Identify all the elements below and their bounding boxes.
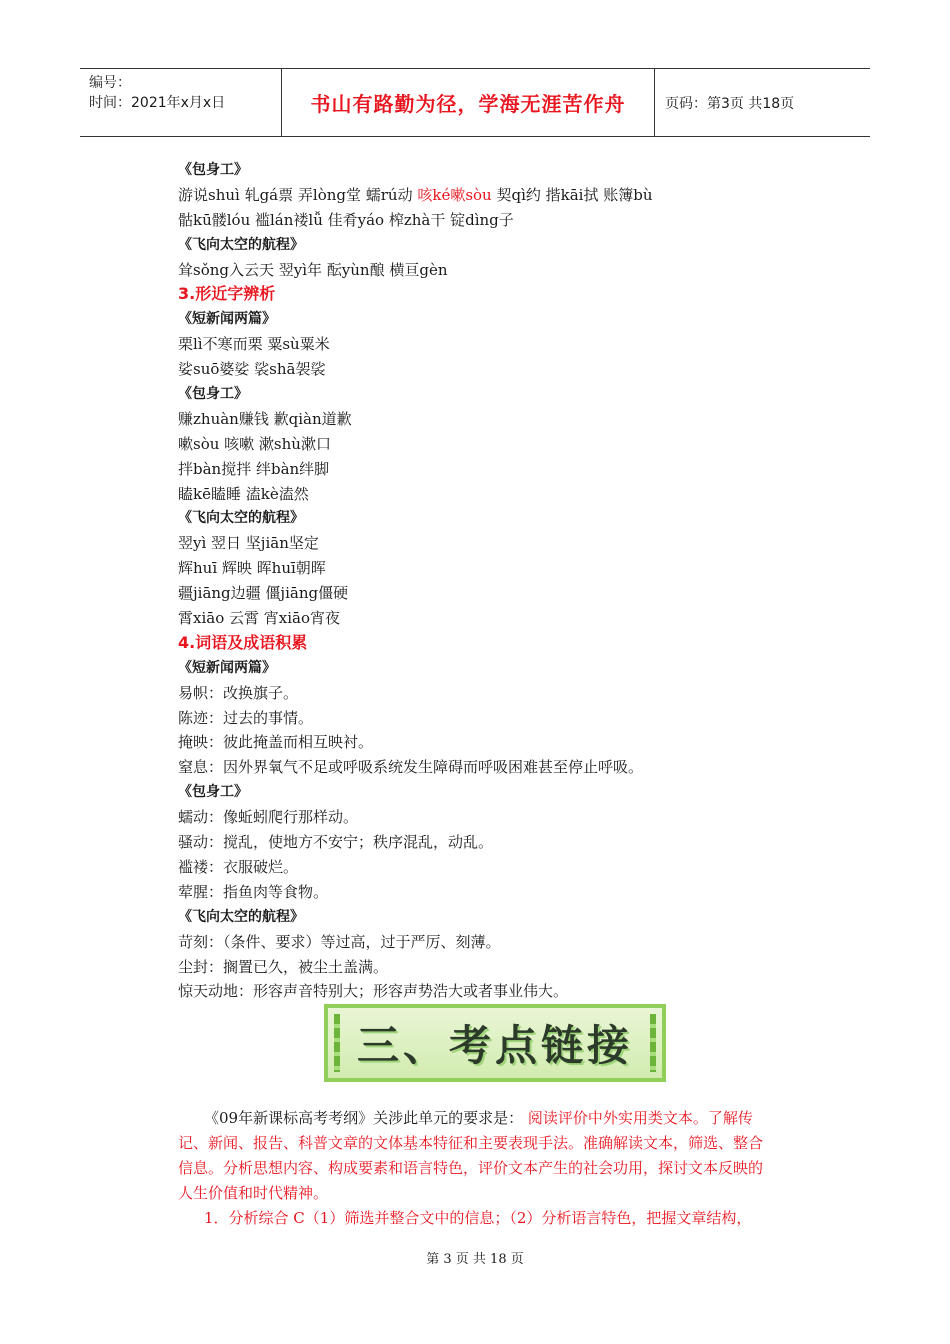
article-title: 《短新闻两篇》	[178, 659, 276, 676]
text-line: 尘封：搁置已久，被尘土盖满。	[178, 957, 389, 976]
text-line: 霄xiāo 云霄 宵xiāo宵夜	[178, 609, 340, 628]
text-line: 易帜：改换旗子。	[178, 683, 299, 702]
article-title: 《短新闻两篇》	[178, 311, 276, 328]
section-heading: 4.词语及成语积累	[178, 632, 308, 652]
text-line: 疆jiāng边疆 僵jiāng僵硬	[178, 584, 349, 603]
text-line	[178, 183, 818, 208]
text-line: 褴褛：衣服破烂。	[178, 857, 299, 876]
item-1-text: 1．分析综合 C（1）筛选并整合文中的信息；（2）分析语言特色，把握文章结构，	[204, 1209, 752, 1227]
paragraph-red-line: 人生价值和时代精神。	[178, 1184, 329, 1202]
text-line: 苛刻：（条件、要求）等过高，过于严厉、刻薄。	[178, 932, 501, 951]
text-line: 掩映：彼此掩盖而相互映衬。	[178, 733, 374, 752]
paragraph-red-line: 信息。分析思想内容、构成要素和语言特色，评价文本产生的社会功用，探讨文本反映的	[178, 1159, 764, 1177]
paragraph-red-line: 记、新闻、报告、科普文章的文体基本特征和主要表现手法。准确解读文本，筛选、整合	[178, 1134, 764, 1152]
text-line: 骷kū髅lóu 褴lán褛lǚ 佳肴yáo 榨zhà干 锭dìng子	[178, 210, 514, 229]
article-title: 《包身工》	[178, 162, 248, 178]
exam-requirement-paragraph	[178, 1106, 810, 1206]
text-line: 赚zhuàn赚钱 歉qiàn道歉	[178, 409, 352, 428]
text-line: 栗lì不寒而栗 粟sù粟米	[178, 335, 330, 354]
document-body	[178, 158, 818, 1004]
article-title: 《包身工》	[178, 784, 248, 801]
item-1	[178, 1206, 810, 1231]
text-line: 拌bàn搅拌 绊bàn绊脚	[178, 459, 330, 478]
paragraph-lead: 《09年新课标高考考纲》关涉此单元的要求是：	[204, 1109, 524, 1127]
text-line: 耸sǒng入云天 翌yì年 酝yùn酿 横亘gèn	[178, 260, 448, 279]
text-segment: 游说shuì 轧gá票 弄lòng堂 蠕rú动	[178, 185, 418, 204]
article-title: 《飞向太空的航程》	[178, 236, 304, 253]
header-motto: 书山有路勤为径，学海无涯苦作舟	[282, 69, 655, 136]
article-title: 《飞向太空的航程》	[178, 510, 304, 527]
article-title: 《飞向太空的航程》	[178, 908, 304, 925]
article-title: 《包身工》	[178, 386, 248, 403]
page-footer: 第 3 页 共 18 页	[426, 1252, 524, 1267]
text-line: 翌yì 翌日 坚jiān坚定	[178, 534, 319, 553]
text-line: 嗽sòu 咳嗽 漱shù漱口	[178, 434, 331, 453]
paragraph-red-line: 阅读评价中外实用类文本。了解传	[523, 1109, 753, 1127]
text-line: 蠕动：像蚯蚓爬行那样动。	[178, 808, 359, 827]
text-line: 惊天动地：形容声音特别大；形容声势浩大或者事业伟大。	[178, 982, 569, 1001]
section-heading: 3.形近字辨析	[178, 284, 276, 304]
text-line: 辉huī 辉映 晖huī朝晖	[178, 559, 326, 578]
text-segment: 契qì约 揩kāi拭 账簿bù	[491, 185, 653, 204]
number-label: 编号：	[89, 75, 131, 91]
header-table	[80, 68, 870, 137]
highlight-text: 咳ké嗽sòu	[417, 185, 492, 204]
text-line: 瞌kē瞌睡 溘kè溘然	[178, 484, 309, 503]
header-meta	[80, 69, 282, 136]
banner-title: 三、考点链接	[356, 1021, 633, 1070]
text-line: 娑suō婆娑 裟shā袈裟	[178, 360, 326, 379]
text-line: 陈迹：过去的事情。	[178, 708, 314, 727]
section-banner	[324, 1004, 666, 1082]
time-label: 时间：2021年x月x日	[89, 95, 226, 111]
text-line: 荤腥：指鱼肉等食物。	[178, 882, 329, 901]
header-page-info: 页码：第3页 共18页	[665, 95, 795, 112]
text-line: 骚动：搅乱，使地方不安宁；秩序混乱，动乱。	[178, 833, 494, 852]
text-line: 窒息：因外界氧气不足或呼吸系统发生障碍而呼吸困难甚至停止呼吸。	[178, 758, 644, 777]
